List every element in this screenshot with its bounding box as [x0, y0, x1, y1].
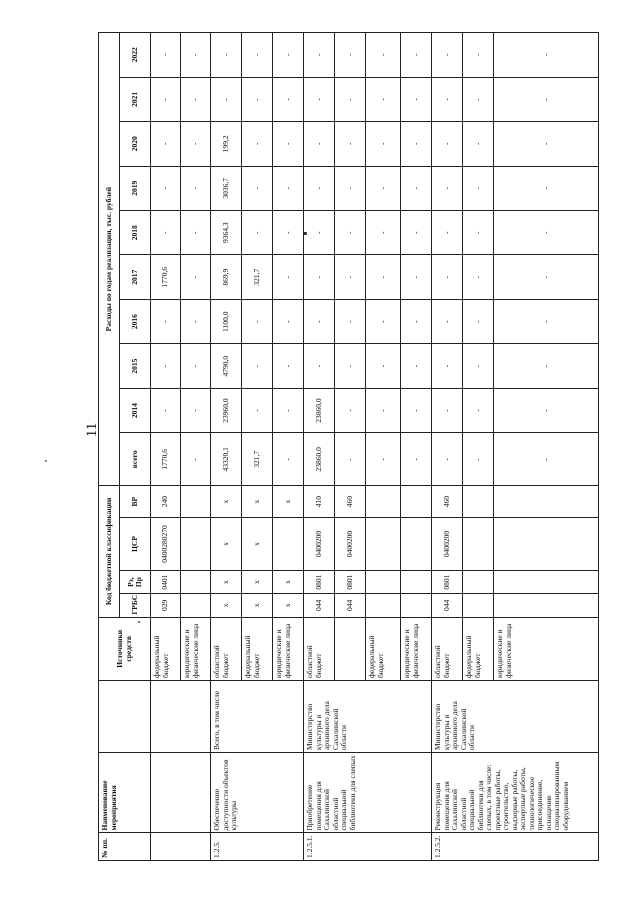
executor-cell — [151, 681, 211, 753]
header-year: 2016 — [120, 299, 151, 343]
activity-name-cell: Обеспечение доступности объектов культуры — [211, 753, 304, 833]
year-value-cell: - — [304, 255, 335, 299]
year-value-cell: - — [463, 344, 494, 388]
year-value-cell: - — [273, 255, 304, 299]
year-value-cell: - — [494, 122, 599, 166]
year-value-cell: - — [366, 77, 401, 121]
csr-cell — [366, 518, 401, 571]
funding-source-cell: юридические и физические лица — [401, 617, 432, 681]
year-value-cell: - — [181, 122, 211, 166]
funding-source-cell: юридические и физические лица — [181, 617, 211, 681]
year-value-cell: - — [181, 33, 211, 78]
year-value-cell: - — [463, 77, 494, 121]
year-value-cell: - — [366, 299, 401, 343]
total-value-cell: 321,7 — [242, 433, 273, 486]
year-value-cell: - — [273, 299, 304, 343]
rzpr-cell — [463, 570, 494, 593]
vr-cell — [181, 486, 211, 518]
funding-source-cell: юридические и физические лица — [273, 617, 304, 681]
rzpr-cell: 0801 — [304, 570, 335, 593]
header-expenses: Расходы по годам реализации, тыс. рублей — [99, 33, 120, 486]
year-value-cell: - — [366, 122, 401, 166]
year-value-cell: - — [273, 344, 304, 388]
year-value-cell: - — [304, 211, 335, 255]
year-value-cell: - — [401, 122, 432, 166]
year-value-cell: - — [304, 122, 335, 166]
grbs-cell: x — [211, 594, 242, 617]
year-value-cell: - — [432, 388, 463, 432]
year-value-cell: - — [432, 77, 463, 121]
total-value-cell: - — [273, 433, 304, 486]
year-value-cell: - — [335, 299, 366, 343]
year-value-cell: - — [273, 33, 304, 78]
rzpr-cell: 0401 — [151, 570, 181, 593]
funding-source-cell — [335, 617, 366, 681]
year-value-cell: - — [181, 388, 211, 432]
header-year: 2014 — [120, 388, 151, 432]
item-number-cell — [151, 833, 211, 861]
year-value-cell: - — [432, 122, 463, 166]
year-value-cell: 4790,0 — [211, 344, 242, 388]
total-value-cell: - — [494, 433, 599, 486]
year-value-cell: 1100,0 — [211, 299, 242, 343]
year-value-cell: - — [335, 166, 366, 210]
year-value-cell: - — [181, 77, 211, 121]
grbs-cell: 044 — [432, 594, 463, 617]
total-value-cell: - — [432, 433, 463, 486]
table-row — [304, 33, 335, 861]
funding-source-cell: федеральный бюджет — [242, 617, 273, 681]
table-row — [151, 33, 181, 861]
item-number-cell: 1.2.5.1. — [304, 833, 432, 861]
grbs-cell: x — [242, 594, 273, 617]
header-rzpr: Рз, Пр — [120, 570, 151, 593]
year-value-cell: 3036,7 — [211, 166, 242, 210]
year-value-cell: - — [335, 388, 366, 432]
year-value-cell: - — [242, 33, 273, 78]
year-value-cell: - — [401, 33, 432, 78]
rzpr-cell — [401, 570, 432, 593]
grbs-cell — [401, 594, 432, 617]
header-num: № пп. — [99, 833, 151, 861]
funding-source-cell: федеральный бюджет — [366, 617, 401, 681]
grbs-cell — [366, 594, 401, 617]
year-value-cell: - — [401, 255, 432, 299]
grbs-cell: x — [273, 594, 304, 617]
year-value-cell: - — [242, 299, 273, 343]
executor-cell: Всего, в том числе — [211, 681, 304, 753]
year-value-cell: - — [432, 33, 463, 78]
year-value-cell: - — [242, 211, 273, 255]
activity-name-cell — [151, 753, 211, 833]
header-year: 2020 — [120, 122, 151, 166]
year-value-cell: - — [494, 166, 599, 210]
scan-speck — [45, 460, 47, 462]
vr-cell: 240 — [151, 486, 181, 518]
year-value-cell: - — [335, 33, 366, 78]
header-csr: ЦСР — [120, 518, 151, 571]
rzpr-cell: 0801 — [335, 570, 366, 593]
year-value-cell: - — [242, 77, 273, 121]
csr-cell: 0400280270 — [151, 518, 181, 571]
year-value-cell: - — [151, 344, 181, 388]
vr-cell: 460 — [432, 486, 463, 518]
year-value-cell: - — [151, 166, 181, 210]
rzpr-cell: x — [211, 570, 242, 593]
grbs-cell — [494, 594, 599, 617]
year-value-cell: - — [335, 77, 366, 121]
year-value-cell: - — [211, 77, 242, 121]
year-value-cell: - — [335, 255, 366, 299]
funding-source-cell: федеральный бюджет — [151, 617, 181, 681]
year-value-cell: - — [304, 33, 335, 78]
year-value-cell: - — [181, 344, 211, 388]
vr-cell: x — [273, 486, 304, 518]
year-value-cell: - — [273, 388, 304, 432]
year-value-cell: - — [494, 255, 599, 299]
csr-cell: x — [242, 518, 273, 571]
item-number-cell: 1.2.5.2. — [432, 833, 599, 861]
header-year: 2018 — [120, 211, 151, 255]
header-grbs: ГРБС — [120, 594, 151, 617]
csr-cell: 0400200 — [432, 518, 463, 571]
year-value-cell: - — [494, 344, 599, 388]
csr-cell: 0400200 — [304, 518, 335, 571]
total-value-cell: 43320,1 — [211, 433, 242, 486]
table-row — [211, 33, 242, 861]
year-value-cell: - — [463, 211, 494, 255]
total-value-cell: 23860,0 — [304, 433, 335, 486]
year-value-cell: - — [366, 388, 401, 432]
year-value-cell: - — [494, 33, 599, 78]
year-value-cell: - — [463, 33, 494, 78]
funding-source-cell: областной бюджет — [211, 617, 242, 681]
year-value-cell: 321,7 — [242, 255, 273, 299]
rzpr-cell — [494, 570, 599, 593]
activity-name-cell: Реконструкция помещения для Сахалинской областной специальной библиотеки для слепых, в том числе: проектные работы, строительство, надзорные работы, экспертные работы, технологическое присоединение, оснащение специализированным оборудованием — [432, 753, 599, 833]
year-value-cell: 23960,0 — [211, 388, 242, 432]
year-value-cell: - — [432, 211, 463, 255]
year-value-cell: - — [401, 77, 432, 121]
year-value-cell: - — [304, 344, 335, 388]
executor-cell: Министерство культуры и архивного дела Сахалинской области — [432, 681, 599, 753]
year-value-cell: - — [304, 299, 335, 343]
year-value-cell: - — [273, 122, 304, 166]
year-value-cell: - — [242, 344, 273, 388]
year-value-cell: - — [494, 388, 599, 432]
rzpr-cell: x — [273, 570, 304, 593]
year-value-cell: - — [432, 344, 463, 388]
year-value-cell: - — [432, 166, 463, 210]
year-value-cell: - — [366, 33, 401, 78]
vr-cell — [366, 486, 401, 518]
header-total: всего — [120, 433, 151, 486]
year-value-cell: 869,9 — [211, 255, 242, 299]
page-number: 11 — [83, 422, 100, 438]
year-value-cell: - — [463, 122, 494, 166]
total-value-cell: - — [366, 433, 401, 486]
year-value-cell: - — [151, 388, 181, 432]
year-value-cell: - — [401, 211, 432, 255]
funding-source-cell: областной бюджет — [432, 617, 463, 681]
year-value-cell: 1770,6 — [151, 255, 181, 299]
year-value-cell: - — [432, 255, 463, 299]
year-value-cell: - — [304, 166, 335, 210]
year-value-cell: - — [494, 211, 599, 255]
vr-cell — [463, 486, 494, 518]
year-value-cell: - — [273, 77, 304, 121]
year-value-cell: - — [401, 299, 432, 343]
year-value-cell: - — [463, 299, 494, 343]
budget-table — [98, 32, 599, 861]
year-value-cell: - — [273, 166, 304, 210]
csr-cell — [181, 518, 211, 571]
total-value-cell: - — [401, 433, 432, 486]
total-value-cell: - — [181, 433, 211, 486]
year-value-cell: - — [242, 166, 273, 210]
item-number-cell: 1.2.5. — [211, 833, 304, 861]
landscape-sheet — [98, 32, 570, 861]
grbs-cell: 044 — [304, 594, 335, 617]
year-value-cell: - — [463, 255, 494, 299]
year-value-cell: - — [366, 255, 401, 299]
csr-cell: x — [211, 518, 242, 571]
header-vr: ВР — [120, 486, 151, 518]
csr-cell — [494, 518, 599, 571]
year-value-cell: - — [335, 211, 366, 255]
vr-cell: x — [211, 486, 242, 518]
csr-cell — [401, 518, 432, 571]
year-value-cell: - — [181, 166, 211, 210]
header-year: 2022 — [120, 33, 151, 78]
table-row — [432, 33, 463, 861]
year-value-cell: - — [181, 255, 211, 299]
vr-cell — [401, 486, 432, 518]
vr-cell: 460 — [335, 486, 366, 518]
vr-cell: x — [242, 486, 273, 518]
year-value-cell: - — [304, 77, 335, 121]
csr-cell — [273, 518, 304, 571]
header-year: 2019 — [120, 166, 151, 210]
executor-cell: Министерство культуры и архивного дела Сахалинской области — [304, 681, 432, 753]
year-value-cell: - — [181, 299, 211, 343]
header-source: Источники средств — [99, 617, 151, 681]
grbs-cell: 044 — [335, 594, 366, 617]
header-budget-code: Код бюджетной классификации — [99, 486, 120, 617]
year-value-cell: - — [366, 166, 401, 210]
header-name: Наименование мероприятия — [99, 753, 151, 833]
rzpr-cell — [366, 570, 401, 593]
funding-source-cell: юридические и физические лица — [494, 617, 599, 681]
year-value-cell: - — [463, 166, 494, 210]
header-executor — [99, 681, 151, 753]
year-value-cell: - — [151, 122, 181, 166]
activity-name-cell: Приобретение помещения для Сахалинской областной специальной библиотеки для слепых — [304, 753, 432, 833]
year-value-cell: - — [494, 77, 599, 121]
year-value-cell: - — [211, 33, 242, 78]
year-value-cell: - — [151, 299, 181, 343]
header-year: 2017 — [120, 255, 151, 299]
year-value-cell: - — [401, 166, 432, 210]
total-value-cell: - — [335, 433, 366, 486]
year-value-cell: - — [366, 211, 401, 255]
rzpr-cell — [181, 570, 211, 593]
year-value-cell: - — [432, 299, 463, 343]
year-value-cell: - — [242, 122, 273, 166]
funding-source-cell: областной бюджет — [304, 617, 335, 681]
year-value-cell: - — [335, 344, 366, 388]
year-value-cell: - — [273, 211, 304, 255]
year-value-cell: - — [242, 388, 273, 432]
grbs-cell — [463, 594, 494, 617]
year-value-cell: - — [401, 344, 432, 388]
vr-cell: 410 — [304, 486, 335, 518]
year-value-cell: - — [335, 122, 366, 166]
year-value-cell: 23860,0 — [304, 388, 335, 432]
table-body — [151, 33, 599, 861]
header-year: 2021 — [120, 77, 151, 121]
year-value-cell: - — [401, 388, 432, 432]
year-value-cell: - — [463, 388, 494, 432]
year-value-cell: 199,2 — [211, 122, 242, 166]
year-value-cell: - — [366, 344, 401, 388]
csr-cell: 0400200 — [335, 518, 366, 571]
grbs-cell: 029 — [151, 594, 181, 617]
header-year: 2015 — [120, 344, 151, 388]
year-value-cell: - — [494, 299, 599, 343]
total-value-cell: 1770,6 — [151, 433, 181, 486]
rzpr-cell: x — [242, 570, 273, 593]
rotated-page-area — [98, 32, 570, 861]
rzpr-cell: 0801 — [432, 570, 463, 593]
vr-cell — [494, 486, 599, 518]
year-value-cell: - — [151, 77, 181, 121]
csr-cell — [463, 518, 494, 571]
year-value-cell: 9364,3 — [211, 211, 242, 255]
funding-source-cell: федеральный бюджет — [463, 617, 494, 681]
year-value-cell: - — [181, 211, 211, 255]
year-value-cell: - — [151, 33, 181, 78]
total-value-cell: - — [463, 433, 494, 486]
year-value-cell: - — [151, 211, 181, 255]
grbs-cell — [181, 594, 211, 617]
